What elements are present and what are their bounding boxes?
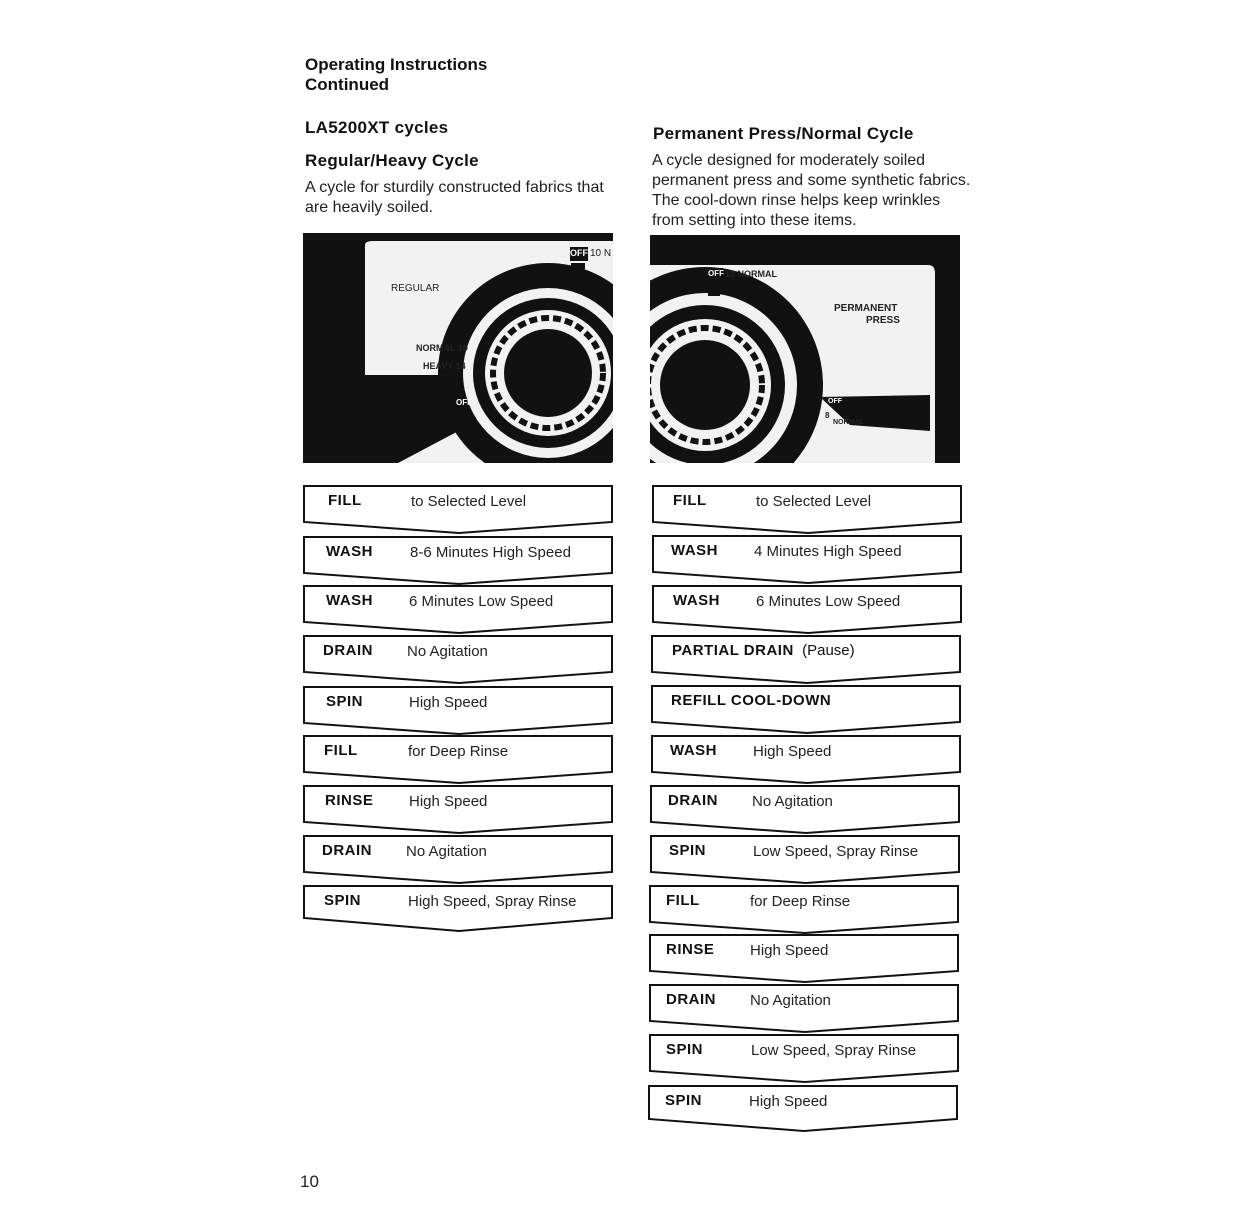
step-label: SPIN: [669, 842, 707, 859]
right-step-6: [651, 735, 963, 785]
step-label: DRAIN: [668, 792, 718, 809]
step-label: SPIN: [324, 892, 362, 909]
permanent-press-dial-illustration: [650, 235, 960, 463]
header-title: Operating Instructions: [305, 55, 488, 74]
dial-label-regular: REGULAR: [391, 283, 440, 294]
step-description: for Deep Rinse: [408, 743, 509, 760]
step-label: WASH: [671, 542, 718, 559]
step-description: No Agitation: [406, 843, 487, 860]
step-label-row: [672, 642, 855, 659]
step-description: High Speed: [409, 793, 488, 810]
step-label: WASH: [326, 543, 373, 560]
right-step-2: [652, 535, 964, 585]
dial-label-press: PRESS: [866, 315, 900, 326]
step-description: 6 Minutes Low Speed: [409, 593, 554, 610]
right-cycle-title: Permanent Press/Normal Cycle: [653, 124, 914, 143]
right-step-13: [648, 1085, 960, 1135]
step-label: SPIN: [665, 1092, 703, 1109]
step-label: DRAIN: [322, 842, 372, 859]
step-description: No Agitation: [752, 793, 833, 810]
step-label: SPIN: [666, 1041, 704, 1058]
right-step-9: [649, 885, 961, 935]
dial-label-normal: NORMAL 10: [416, 343, 468, 353]
left-step-5: [303, 686, 615, 736]
step-label: WASH: [670, 742, 717, 759]
left-cycle-title: Regular/Heavy Cycle: [305, 151, 479, 170]
section-header: [305, 55, 487, 95]
regular-dial-illustration: [303, 233, 613, 463]
step-label: REFILL COOL-DOWN: [671, 692, 832, 709]
dial-label-top-number: 10 N: [590, 248, 612, 259]
right-cycle-description: A cycle designed for moderately soiled permanent press and some synthetic fabrics. The cool-down rinse helps keep wrinkles from setting into these items.: [652, 152, 971, 229]
left-step-2: [303, 536, 615, 586]
step-label: FILL: [666, 892, 700, 909]
step-description: High Speed: [749, 1093, 828, 1110]
step-description: to Selected Level: [756, 493, 872, 510]
left-cycle-description: A cycle for sturdily constructed fabrics that are heavily soiled.: [305, 179, 604, 216]
step-label: DRAIN: [666, 991, 716, 1008]
dial-label-heavy: HEAVY 14: [423, 361, 466, 371]
step-description: Low Speed, Spray Rinse: [751, 1042, 917, 1059]
right-step-5: [651, 685, 963, 735]
right-step-11: [649, 984, 961, 1034]
step-description: for Deep Rinse: [750, 893, 851, 910]
right-step-4: [651, 635, 963, 685]
step-description: No Agitation: [407, 643, 488, 660]
step-description: 4 Minutes High Speed: [754, 543, 902, 560]
left-step-8: [303, 835, 615, 885]
left-step-3: [303, 585, 615, 635]
page-number: 10: [300, 1172, 319, 1191]
step-description: 6 Minutes Low Speed: [756, 593, 901, 610]
step-label: FILL: [673, 492, 707, 509]
right-step-12: [649, 1034, 961, 1084]
step-description: High Speed: [753, 743, 832, 760]
dial-label-off-top: OFF: [708, 269, 724, 278]
step-label: PARTIAL DRAIN: [672, 642, 794, 659]
step-description: High Speed: [409, 694, 488, 711]
step-description: to Selected Level: [411, 493, 527, 510]
right-step-10: [649, 934, 961, 984]
step-description: 8-6 Minutes High Speed: [410, 544, 571, 561]
step-label: FILL: [328, 492, 362, 509]
dial-label-off-top: OFF: [570, 248, 588, 258]
step-label: SPIN: [326, 693, 364, 710]
right-step-7: [650, 785, 962, 835]
dial-label-off: OFF: [828, 398, 842, 405]
step-description: High Speed, Spray Rinse: [408, 893, 577, 910]
dial-label-eight: 8: [825, 411, 830, 420]
dial-label-off: OFF: [456, 398, 472, 407]
dial-label-permanent: PERMANENT: [834, 303, 898, 314]
step-label: FILL: [324, 742, 358, 759]
left-step-7: [303, 785, 615, 835]
step-label: DRAIN: [323, 642, 373, 659]
left-step-6: [303, 735, 615, 785]
right-step-8: [650, 835, 962, 885]
dial-label-top-number: 10 NORMAL: [725, 269, 778, 279]
step-description: No Agitation: [750, 992, 831, 1009]
right-step-3: [652, 585, 964, 635]
step-description: High Speed: [750, 942, 829, 959]
step-label: WASH: [326, 592, 373, 609]
left-step-1: [303, 485, 615, 535]
step-description: (Pause): [802, 642, 855, 659]
step-label: WASH: [673, 592, 720, 609]
left-step-9: [303, 885, 615, 935]
dial-label-normal: NORMAL: [833, 419, 864, 426]
permanent-press-dial-graphic: [650, 235, 960, 463]
step-description: Low Speed, Spray Rinse: [753, 843, 919, 860]
model-title: LA5200XT cycles: [305, 118, 449, 137]
step-label: RINSE: [325, 792, 374, 809]
step-label: RINSE: [666, 941, 715, 958]
header-subtitle: Continued: [305, 75, 390, 94]
right-step-1: [652, 485, 964, 535]
left-step-4: [303, 635, 615, 685]
